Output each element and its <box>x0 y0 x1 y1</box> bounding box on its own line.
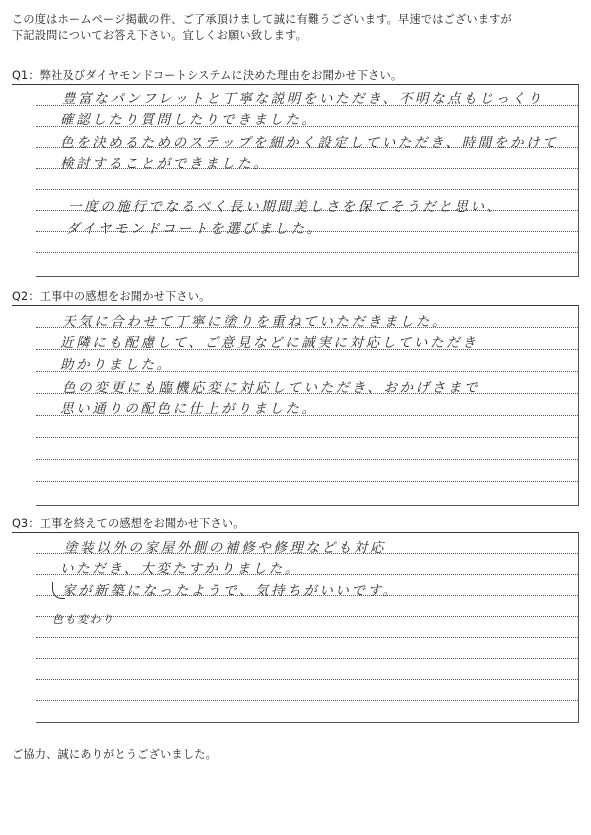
answer-3-line-3: 家が新築になったようで、気持ちがいいです。 <box>62 583 399 599</box>
answer-3-line-1: 塗装以外の家屋外側の補修や修理なども対応 <box>64 540 386 556</box>
answer-1-line-4: 検討することができました。 <box>60 156 270 172</box>
answer-3-margin-note: 色も変わり <box>52 613 115 626</box>
answer-2-line-2: 近隣にも配慮して、ご意見などに誠実に対応していただき <box>60 335 479 351</box>
answer-1-line-7: ダイヤモンドコートを選びました。 <box>66 221 323 237</box>
answer-2-line-4: 色の変更にも臨機応変に対応していただき、おかげさまで <box>62 380 481 396</box>
answer-1-line-6: 一度の施行でなるべく長い期間美しさを保てそうだと思い、 <box>68 199 503 215</box>
intro-text <box>12 12 577 44</box>
answer-1-line-1: 豊富なパンフレットと丁寧な説明をいただき、不明な点もじっくり <box>62 91 544 107</box>
closing-message: ご協力、誠にありがとうございました。 <box>12 748 217 761</box>
intro-line-2: 下記設問についてお答え下さい。宜しくお願い致します。 <box>12 29 307 42</box>
answer-2-line-3: 助かりました。 <box>60 357 173 373</box>
answer-3-line-2: いただき、大変たすかりました。 <box>60 561 301 577</box>
intro-line-1: この度はホームページ掲載の件、ご了承頂けまして誠に有難うございます。早速ではございますが <box>12 13 512 26</box>
answer-2-line-5: 思い通りの配色に仕上がりました。 <box>60 401 318 417</box>
answer-1-line-3: 色を決めるためのステップを細かく設定していただき、時間をかけて <box>60 135 559 151</box>
answer-1-line-2: 確認したり質問したりできました。 <box>60 112 318 128</box>
answer-2-line-1: 天気に合わせて丁寧に塗りを重ねていただきました。 <box>62 314 449 330</box>
question-1-title: Q1：弊社及びダイヤモンドコートシステムに決めた理由をお聞かせ下さい。 <box>12 69 403 82</box>
question-2-title: Q2：工事中の感想をお聞かせ下さい。 <box>12 290 211 303</box>
question-3-title: Q3：工事を終えての感想をお聞かせ下さい。 <box>12 517 245 530</box>
